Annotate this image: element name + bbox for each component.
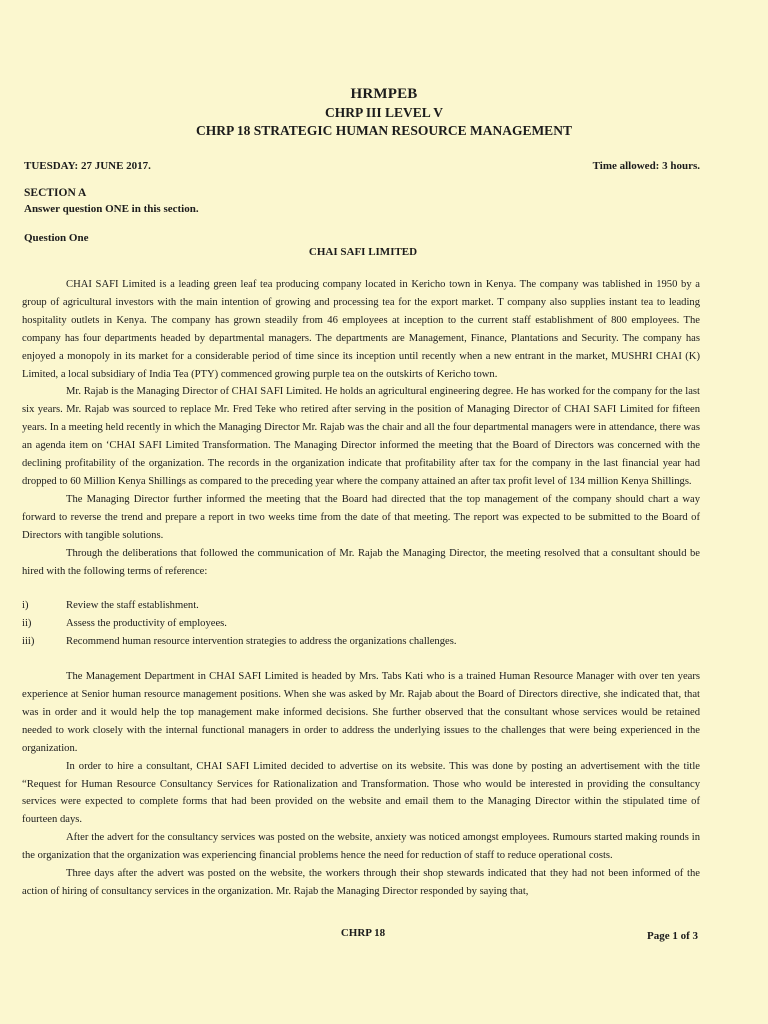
list-item	[22, 615, 700, 633]
paragraph: Mr. Rajab is the Managing Director of CHAI SAFI Limited. He holds an agricultural engineering degree. He has worked for the company for the last six years. Mr. Rajab was sourced to replace Mr. Fred Teke who retired after serving in the position of Managing Director of CHAI SAFI Limited for fifteen years. In a meeting held recently in which the Managing Director Mr. Rajab was the chair and all the four departmental managers were in attendance, there was an agenda item on ‘CHAI SAFI Limited Transformation. The Managing Director informed the meeting that the Board of Directors was concerned with the declining profitability of the organization. The records in the organization indicate that profitability after tax for the company in the last financial year had dropped to 60 Million Kenya Shillings as compared to the preceding year where the company attained an after tax profit level of 134 million Kenya Shillings.	[22, 386, 700, 487]
case-title: CHAI SAFI LIMITED	[308, 246, 418, 258]
question-label: Question One	[24, 232, 89, 244]
list-item	[22, 633, 700, 651]
exam-board: HRMPEB	[350, 86, 418, 102]
paragraph: The Managing Director further informed the meeting that the Board had directed that the top management of the company should chart a way forward to reverse the trend and prepare a report in two weeks time from the date of that meeting. The report was expected to be submitted to the Board of Directors with tangible solutions.	[22, 493, 700, 541]
paper-title: CHRP 18 STRATEGIC HUMAN RESOURCE MANAGEMENT	[196, 123, 572, 138]
paragraph: The Management Department in CHAI SAFI Limited is headed by Mrs. Tabs Kati who is a trained Human Resource Manager with over ten years experience at Senior human resource management positions. When she was asked by Mr. Rajab about the Board of Directors directive, she indicated that, that was in order and it would help the top management make informed decisions. She further observed that the consultant whose services would be retained needed to work closely with the internal functional managers in order to address the underlying issues to the challenges that were being experienced in the organization.	[22, 671, 700, 754]
list-text: Recommend human resource intervention strategies to address the organizations challenges.	[66, 636, 457, 648]
case-body	[22, 276, 700, 901]
paragraph: In order to hire a consultant, CHAI SAFI Limited decided to advertise on its website. This was done by posting an advertisement with the title “Request for Human Resource Consultancy Services for Rationalization and Transformation. Those who would be interested in providing the consultancy services were expected to complete forms that had been provided on the website and email them to the Managing Director within the stipulated time of fourteen days.	[22, 760, 700, 826]
list-number: ii)	[22, 618, 32, 630]
list-number: iii)	[22, 636, 35, 648]
time-allowed: Time allowed: 3 hours.	[592, 160, 700, 172]
paragraph: Three days after the advert was posted on the website, the workers through their shop stewards indicated that they had not been informed of the action of hiring of consultancy services in the organization. Mr. Rajab the Managing Director responded by saying that,	[22, 868, 700, 897]
footer-page-number: Page 1 of 3	[646, 930, 698, 942]
section-instruction: Answer question ONE in this section.	[24, 203, 199, 215]
list-number: i)	[22, 600, 29, 612]
list-item	[22, 597, 700, 615]
paragraph: CHAI SAFI Limited is a leading green leaf tea producing company located in Kericho town in Kenya. The company was tablished in 1950 by a group of agricultural investors with the main intention of growing and processing tea for the export market. T company also supplies instant tea to leading hospitality outlets in Kenya. The company has grown steadily from 46 employees at inception to the current staff establishment of 800 employees. The company has four departments headed by departmental managers. The departments are Management, Finance, Plantations and Security. The company has enjoyed a monopoly in its market for a considerable period of time since its inception until recently when a new entrant in the market, MUSHRI CHAI (K) Limited, a local subsidiary of India Tea (PTY) commenced growing purple tea on the outskirts of Kericho town.	[22, 279, 700, 380]
paragraph: After the advert for the consultancy services was posted on the website, anxiety was noticed amongst employees. Rumours started making rounds in the organization that the organization was experiencing financial problems hence the need for reduction of staff to reduce operational costs.	[22, 832, 700, 862]
footer-paper-code: CHRP 18	[340, 927, 386, 939]
list-text: Assess the productivity of employees.	[66, 618, 227, 630]
exam-date: TUESDAY: 27 JUNE 2017.	[24, 160, 151, 172]
spacer	[22, 651, 700, 668]
list-text: Review the staff establishment.	[66, 600, 199, 612]
section-title: SECTION A	[24, 187, 87, 199]
paragraph: Through the deliberations that followed the communication of Mr. Rajab the Managing Director, the meeting resolved that a consultant should be hired with the following terms of reference:	[22, 547, 700, 577]
exam-level: CHRP III LEVEL V	[325, 105, 443, 120]
terms-of-reference-list	[22, 597, 700, 651]
spacer	[22, 580, 700, 597]
